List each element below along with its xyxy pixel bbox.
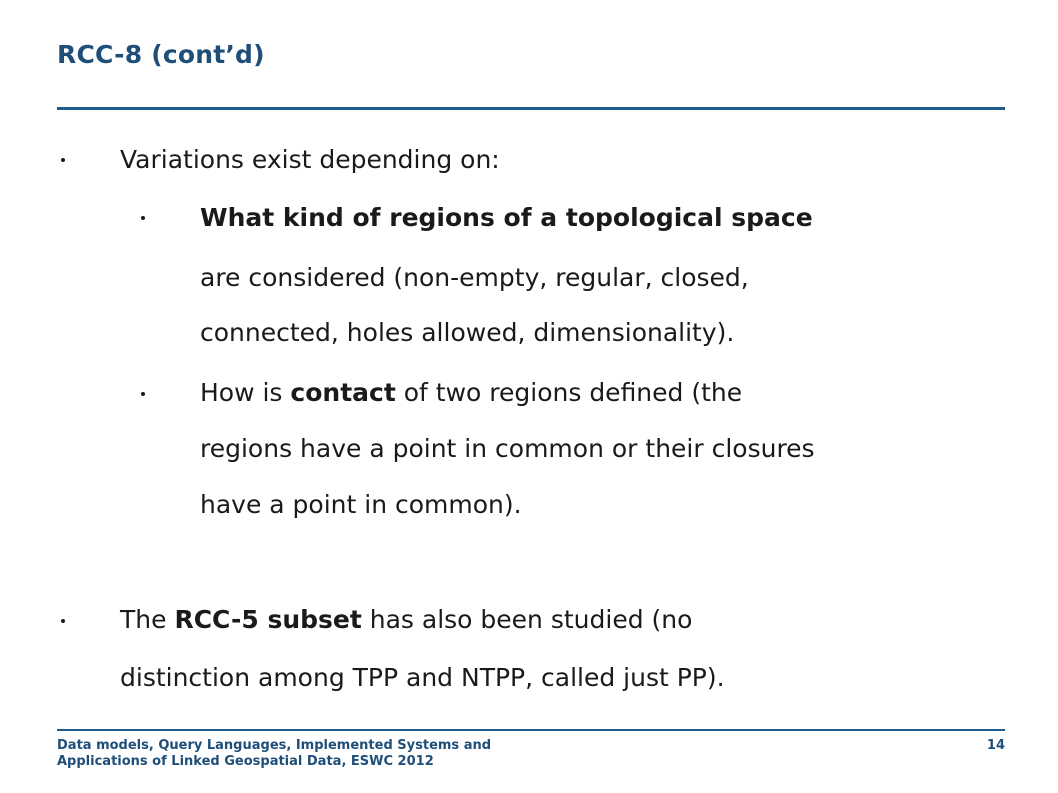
text-segment: has also been studied (no — [361, 605, 693, 634]
bold-term: RCC-5 subset — [174, 605, 362, 634]
bullet-dot — [61, 619, 65, 623]
footer-text — [57, 738, 491, 770]
bullet-dot — [61, 158, 65, 162]
footer-line: Data models, Query Languages, Implemented Systems and — [57, 738, 492, 753]
text-segment: How is — [200, 378, 291, 407]
slide-title: RCC-8 (cont’d) — [57, 40, 265, 69]
sub-bullet-text-line: connected, holes allowed, dimensionality). — [200, 318, 735, 347]
bullet-text: Variations exist depending on: — [120, 145, 500, 174]
bold-term: contact — [290, 378, 396, 407]
footer-divider — [57, 729, 1005, 731]
page-number: 14 — [986, 738, 1005, 753]
text-segment: The — [120, 605, 175, 634]
sub-bullet-dot — [141, 216, 145, 220]
bullet-text-line: distinction among TPP and NTPP, called just PP). — [120, 663, 725, 692]
sub-bullet-dot — [141, 392, 145, 396]
sub-bullet-text-line: have a point in common). — [200, 490, 522, 519]
footer-line: Applications of Linked Geospatial Data, ESWC 2012 — [57, 754, 434, 769]
title-divider — [57, 107, 1005, 110]
sub-bullet-text — [200, 378, 742, 408]
sub-bullet-text: What kind of regions of a topological space — [200, 203, 813, 232]
sub-bullet-text-line: are considered (non-empty, regular, closed, — [200, 263, 749, 292]
text-segment: of two regions defined (the — [395, 378, 743, 407]
bullet-text — [120, 605, 692, 635]
sub-bullet-text-line: regions have a point in common or their closures — [200, 434, 815, 463]
